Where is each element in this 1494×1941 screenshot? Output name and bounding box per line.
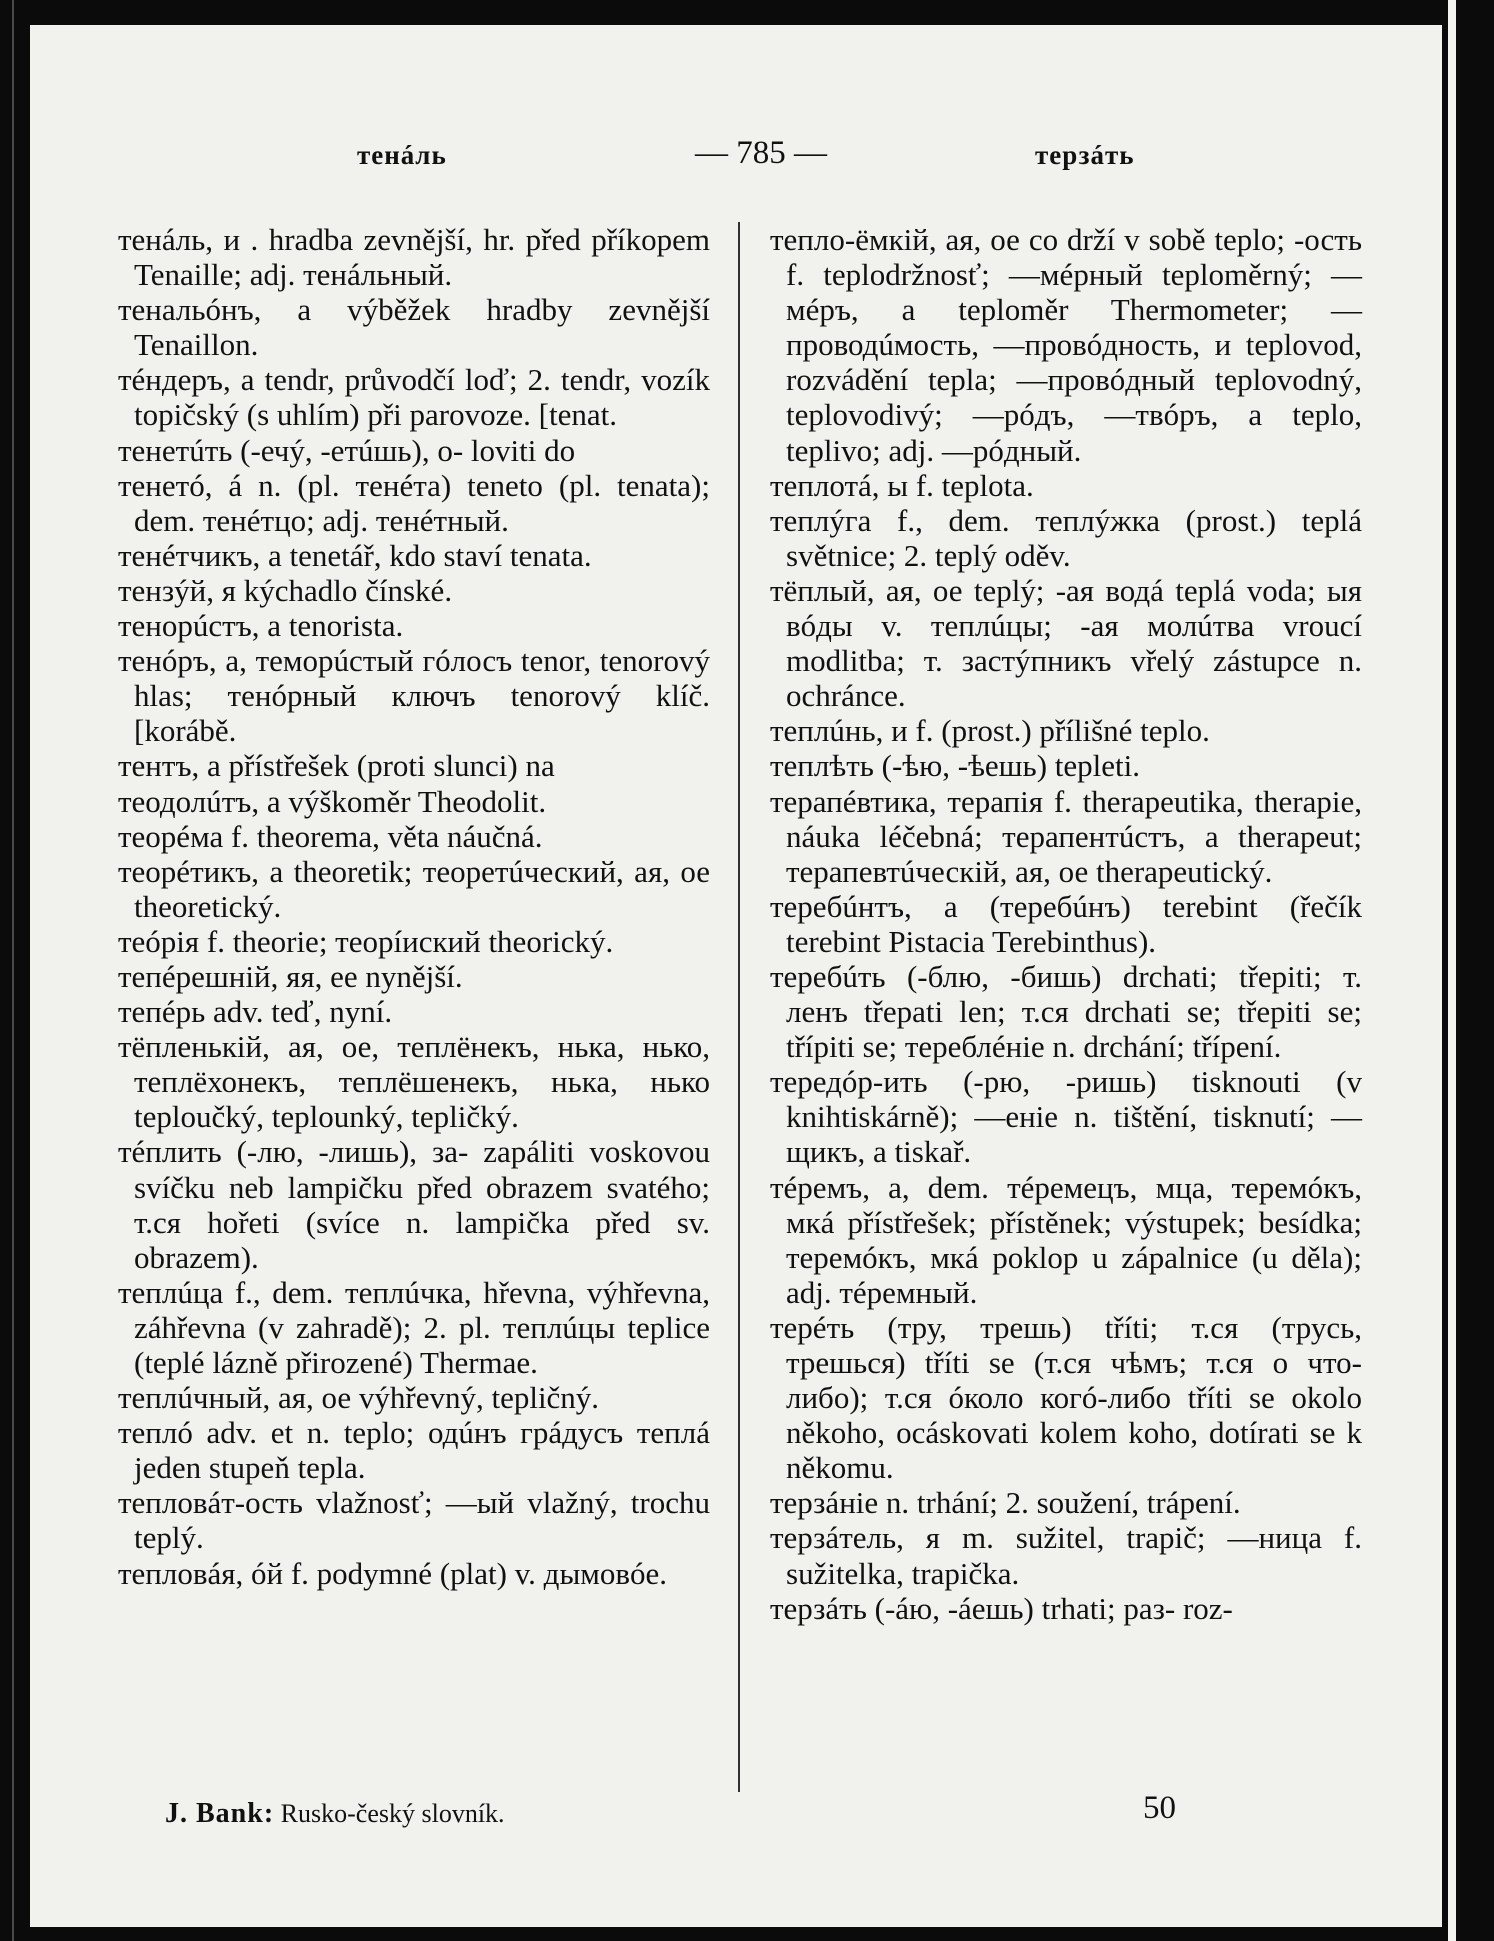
dictionary-entry: тепловáя, óй f. podymné (plat) v. дымовóе. [118, 1555, 668, 1591]
signature-mark: 50 [1143, 1790, 1176, 1826]
footer-imprint [165, 1798, 505, 1830]
dictionary-entry: тёпленькій, ая, ое, теплёнекъ, нька, нько, теплёхонекъ, теплёшенекъ, нька, нько teploučký, teplounký, tepličký. [118, 1029, 710, 1135]
dictionary-entry: тепéрешній, яя, ее nynější. [118, 958, 463, 994]
dictionary-entry: терзáтель, я m. sužitel, trapič; —ница f. sužitelka, trapička. [770, 1520, 1362, 1591]
footer-title: Rusko-český slovník. [280, 1799, 505, 1828]
right-column [770, 222, 1362, 1626]
dictionary-entry: терéть (тру, трешь) tříti; т.ся (трусь, трешься) tříti se (т.ся чѣмъ; т.ся о что-либо); т.ся óколо когó-либо tříti se okolo někoho, ocáskovati kolem koho, dotírati se k někomu. [770, 1309, 1362, 1486]
dictionary-entry: теплотá, ы f. teplota. [770, 467, 1034, 503]
dictionary-entry: терзáніе n. trhání; 2. soužení, trápení. [770, 1485, 1241, 1521]
dictionary-entry: теплúнь, и f. (prost.) přílišné teplo. [770, 713, 1210, 749]
dictionary-entry: тентъ, a přístřešek (proti slunci) na [118, 748, 555, 784]
dictionary-entry: тéплить (-лю, -лишь), за- zapáliti voskovou svíčku neb lampičku před obrazem svatého; т.ся hořeti (svíce n. lampička před sv. obrazem). [118, 1134, 710, 1275]
footer-author: J. Bank: [165, 1798, 275, 1829]
dictionary-entry: тередóр-ить (-рю, -ришь) tisknouti (v knihtiskárně); —еніе n. tištění, tisknutí; —щикъ, a tiskař. [770, 1064, 1362, 1170]
dictionary-entry: тенорúстъ, a tenorista. [118, 608, 404, 644]
dictionary-entry: теребúнтъ, a (теребúнъ) terebint (řečík terebint Pistacia Terebinthus). [770, 888, 1362, 959]
dictionary-entry: теорéма f. theorema, věta náučná. [118, 818, 543, 854]
dictionary-entry: теóрія f. theorie; теорíиский theorický. [118, 923, 614, 959]
dictionary-entry: тепловáт-ость vlažnosť; —ый vlažný, trochu teplý. [118, 1485, 710, 1556]
dictionary-entry: тенéтчикъ, a tenetář, kdo staví tenata. [118, 537, 592, 573]
running-header [30, 135, 1442, 180]
dictionary-entry: тенóръ, a, теморúстый гóлосъ tenor, tenorový hlas; тенóрный ключъ tenorový klíč. [korábě. [118, 643, 710, 749]
dictionary-entry: тенáль, и . hradba zevnější, hr. před příkopem Tenaille; adj. тенáльный. [118, 222, 710, 293]
dictionary-entry: тéремъ, a, dem. тéремецъ, мца, теремóкъ, мкá přístřešek; přístěnek; výstupek; besídka; теремóкъ, мкá poklop u zápalnice (u děla); adj. тéремный. [770, 1169, 1362, 1310]
dictionary-entry: теплýга f., dem. теплýжка (prost.) teplá světnice; 2. teplý oděv. [770, 502, 1362, 573]
scan-edge-right [1448, 0, 1456, 1941]
dictionary-entry: теплúчный, ая, ое výhřevný, tepličný. [118, 1380, 600, 1416]
page-number: — 785 — [695, 135, 827, 171]
dictionary-entry: теплó adv. et n. teplo; одúнъ грáдусъ теплá jeden stupeň tepla. [118, 1415, 710, 1486]
dictionary-entry: тепéрь adv. teď, nyní. [118, 994, 393, 1030]
dictionary-entry: тенальóнъ, a výběžek hradby zevnější Tenaillon. [118, 292, 710, 363]
dictionary-entry: теплúца f., dem. теплúчка, hřevna, výhřevna, záhřevna (v zahradě); 2. pl. теплúцы teplice (teplé lázně přirozené) Thermae. [118, 1274, 710, 1380]
dictionary-entry: терапéвтика, терапія f. therapeutika, therapie, náuka léčebná; терапентúстъ, a therapeut; терапевтúческій, ая, ое therapeutický. [770, 783, 1362, 889]
dictionary-entry: теорéтикъ, a theoretik; теоретúческий, ая, ое theoretický. [118, 853, 710, 924]
dictionary-entry: тéндеръ, a tendr, průvodčí loď; 2. tendr, vozík topičský (s uhlím) při parovoze. [tenat. [118, 362, 710, 433]
dictionary-entry: теплѣть (-ѣю, -ѣешь) tepleti. [770, 748, 1140, 784]
column-divider [738, 222, 740, 1792]
dictionary-entry: тенетó, á n. (pl. тенéта) teneto (pl. tenata); dem. тенéтцо; adj. тенéтный. [118, 467, 710, 538]
dictionary-entry: тензýй, я kýchadlo čínské. [118, 572, 453, 608]
header-first-word: тенáль [357, 140, 447, 170]
dictionary-entry: терзáть (-áю, -áешь) trhati; раз- roz- [770, 1590, 1233, 1626]
dictionary-entry: теодолúтъ, a výškoměr Theodolit. [118, 783, 547, 819]
dictionary-entry: теребúть (-блю, -бишь) drchati; třepiti; т. ленъ třepati len; т.ся drchati se; třepiti se; třípiti se; тереблéніе n. drchání; třípení. [770, 958, 1362, 1065]
dictionary-entry: тёплый, ая, ое teplý; -ая водá teplá voda; ыя вóды v. теплúцы; -ая молúтва vroucí modlitba; т. застýпникъ vřelý zástupce n. ochránce. [770, 572, 1362, 714]
scan-edge-left [12, 0, 14, 1941]
dictionary-entry: тенетúть (-ечý, -етúшь), o- loviti do [118, 432, 576, 468]
dictionary-entry: тепло-ёмкій, ая, ое co drží v sobě teplo; -ость f. teplodržnosť; —мéрный teploměrný; —мéръ, a teploměr Thermometer; —проводúмость, —провóдность, и teplovod, rozvádění tepla; —провóдный teplovodný, teplovodivý; —рóдъ, —твóръ, a teplo, teplivo; adj. —рóдный. [770, 222, 1362, 468]
header-last-word: терзáть [1035, 140, 1135, 170]
left-column [118, 222, 710, 1591]
